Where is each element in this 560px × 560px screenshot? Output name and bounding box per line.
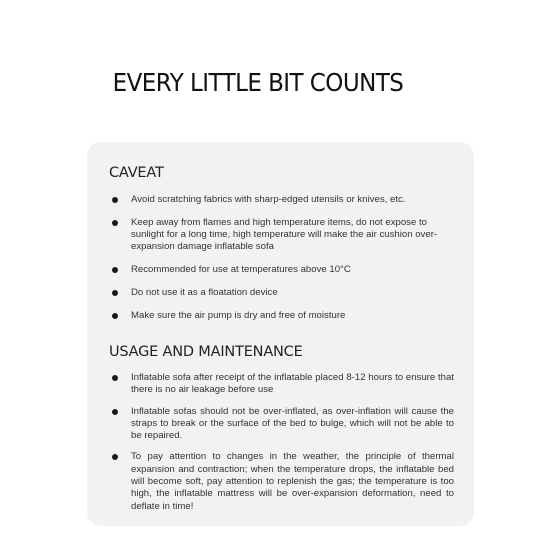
caveat-item-text: Do not use it as a floatation device xyxy=(131,286,278,298)
caveat-heading: CAVEAT xyxy=(109,165,164,181)
bullet-icon xyxy=(112,267,118,273)
bullet-icon xyxy=(112,197,118,203)
caveat-item-text: Recommended for use at temperatures above 10°C xyxy=(131,264,351,276)
list-item xyxy=(109,310,454,322)
list-item xyxy=(109,194,454,206)
usage-heading: USAGE AND MAINTENANCE xyxy=(109,344,303,360)
bullet-icon xyxy=(112,409,118,415)
bullet-icon xyxy=(112,313,118,319)
usage-item-text: Inflatable sofa after receipt of the inflatable placed 8-12 hours to ensure that there is no air leakage before use xyxy=(131,372,454,396)
list-item xyxy=(109,264,454,276)
caveat-list xyxy=(109,194,454,333)
page-title: EVERY LITTLE BIT COUNTS xyxy=(112,68,404,97)
caveat-item-text: Keep away from flames and high temperature items, do not expose to sunlight for a long time, high temperature will make the air cushion over-expansion damage inflatable sofa xyxy=(131,216,438,253)
bullet-icon xyxy=(112,375,118,381)
usage-item-text: Inflatable sofas should not be over-inflated, as over-inflation will cause the straps to break or the surface of the bed to bulge, which will not be able to be repaired. xyxy=(131,405,454,442)
caveat-item-text: Avoid scratching fabrics with sharp-edged utensils or knives, etc. xyxy=(131,194,406,205)
list-item xyxy=(109,406,454,443)
bullet-icon xyxy=(112,220,118,226)
list-item xyxy=(109,217,454,254)
caveat-item-text: Make sure the air pump is dry and free of moisture xyxy=(131,309,346,321)
list-item xyxy=(109,451,454,512)
info-card xyxy=(87,142,474,526)
usage-list xyxy=(109,372,454,522)
list-item xyxy=(109,372,454,397)
bullet-icon xyxy=(112,454,118,460)
usage-item-text: To pay attention to changes in the weather, the principle of thermal expansion and contraction; when the temperature drops, the inflatable bed will become soft, pay attention to replenish the gas; the temperature is too high, the inflatable mattress will be over-expansion deformation, need to deflate in time! xyxy=(131,451,454,512)
list-item xyxy=(109,287,454,299)
bullet-icon xyxy=(112,290,118,296)
